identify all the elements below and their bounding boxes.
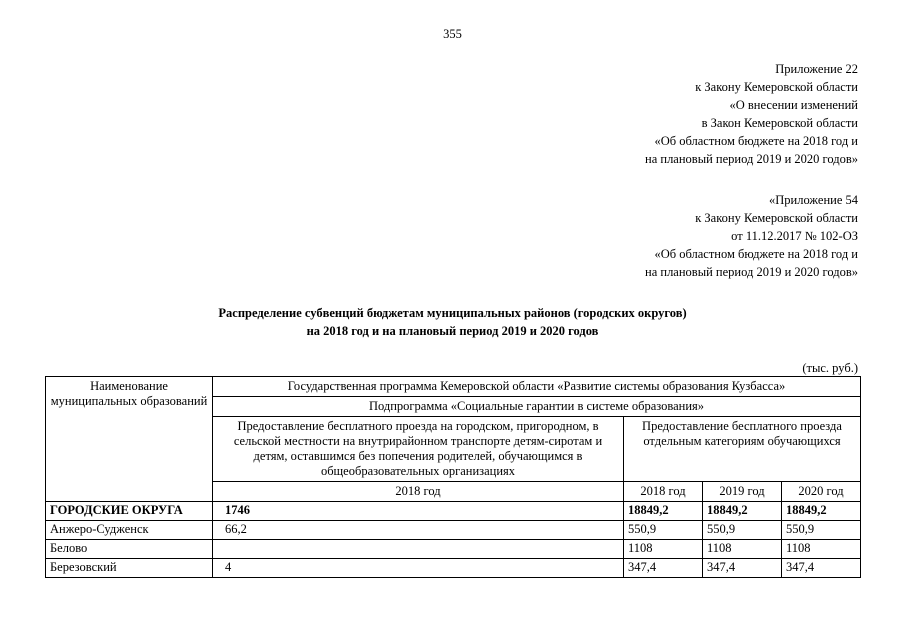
row-value: 66,2 [213,521,624,540]
row-value: 1108 [703,540,782,559]
units-label: (тыс. руб.) [802,361,858,375]
row-name: Анжеро-Судженск [46,521,213,540]
subprogram-header: Подпрограмма «Социальные гарантии в системе образования» [213,397,861,417]
year-header: 2020 год [782,482,861,502]
year-header: 2018 год [213,482,624,502]
year-header: 2018 год [624,482,703,502]
table-row [46,559,861,578]
row-value: 1108 [782,540,861,559]
year-header: 2019 год [703,482,782,502]
appendix-line: от 11.12.2017 № 102-ОЗ [731,229,858,243]
measure1-header: Предоставление бесплатного проезда на городском, пригородном, в сельской местности на внутрирайонном транспорте детям-сиротам и детям, оставшимся без попечения родителей, обучающимся в общеобразовательных организациях [213,417,624,482]
row-value: 1746 [213,502,624,521]
appendix-line: «О внесении изменений [729,98,858,112]
row-value: 347,4 [782,559,861,578]
appendix-line: «Приложение 54 [769,193,858,207]
appendix-original-header [645,191,858,281]
table-row [46,502,861,521]
program-header: Государственная программа Кемеровской области «Развитие системы образования Кузбасса» [213,377,861,397]
document-title [0,304,905,340]
measure2-header: Предоставление бесплатного проезда отдельным категориям обучающихся [624,417,861,482]
appendix-line: к Закону Кемеровской области [695,211,858,225]
header-row-program [46,377,861,397]
row-value: 550,9 [782,521,861,540]
appendix-line: на плановый период 2019 и 2020 годов» [645,265,858,279]
row-value: 18849,2 [624,502,703,521]
appendix-line: «Об областном бюджете на 2018 год и [654,134,858,148]
row-value: 347,4 [703,559,782,578]
subvention-table [45,376,861,578]
appendix-header [645,60,858,168]
appendix-line: к Закону Кемеровской области [695,80,858,94]
row-value: 550,9 [703,521,782,540]
appendix-line: в Закон Кемеровской области [701,116,858,130]
table-row [46,521,861,540]
table-row [46,540,861,559]
row-name: Березовский [46,559,213,578]
row-value: 18849,2 [703,502,782,521]
row-value [213,540,624,559]
appendix-line: «Об областном бюджете на 2018 год и [654,247,858,261]
row-value: 18849,2 [782,502,861,521]
appendix-line: Приложение 22 [775,62,858,76]
row-value: 347,4 [624,559,703,578]
row-name: ГОРОДСКИЕ ОКРУГА [46,502,213,521]
row-value: 1108 [624,540,703,559]
row-value: 4 [213,559,624,578]
title-line: Распределение субвенций бюджетам муниципальных районов (городских округов) [218,306,687,320]
row-name: Белово [46,540,213,559]
row-value: 550,9 [624,521,703,540]
appendix-line: на плановый период 2019 и 2020 годов» [645,152,858,166]
col-header-name: Наименование муниципальных образований [46,377,213,502]
title-line: на 2018 год и на плановый период 2019 и 2020 годов [306,324,599,338]
page-number: 355 [443,27,462,41]
